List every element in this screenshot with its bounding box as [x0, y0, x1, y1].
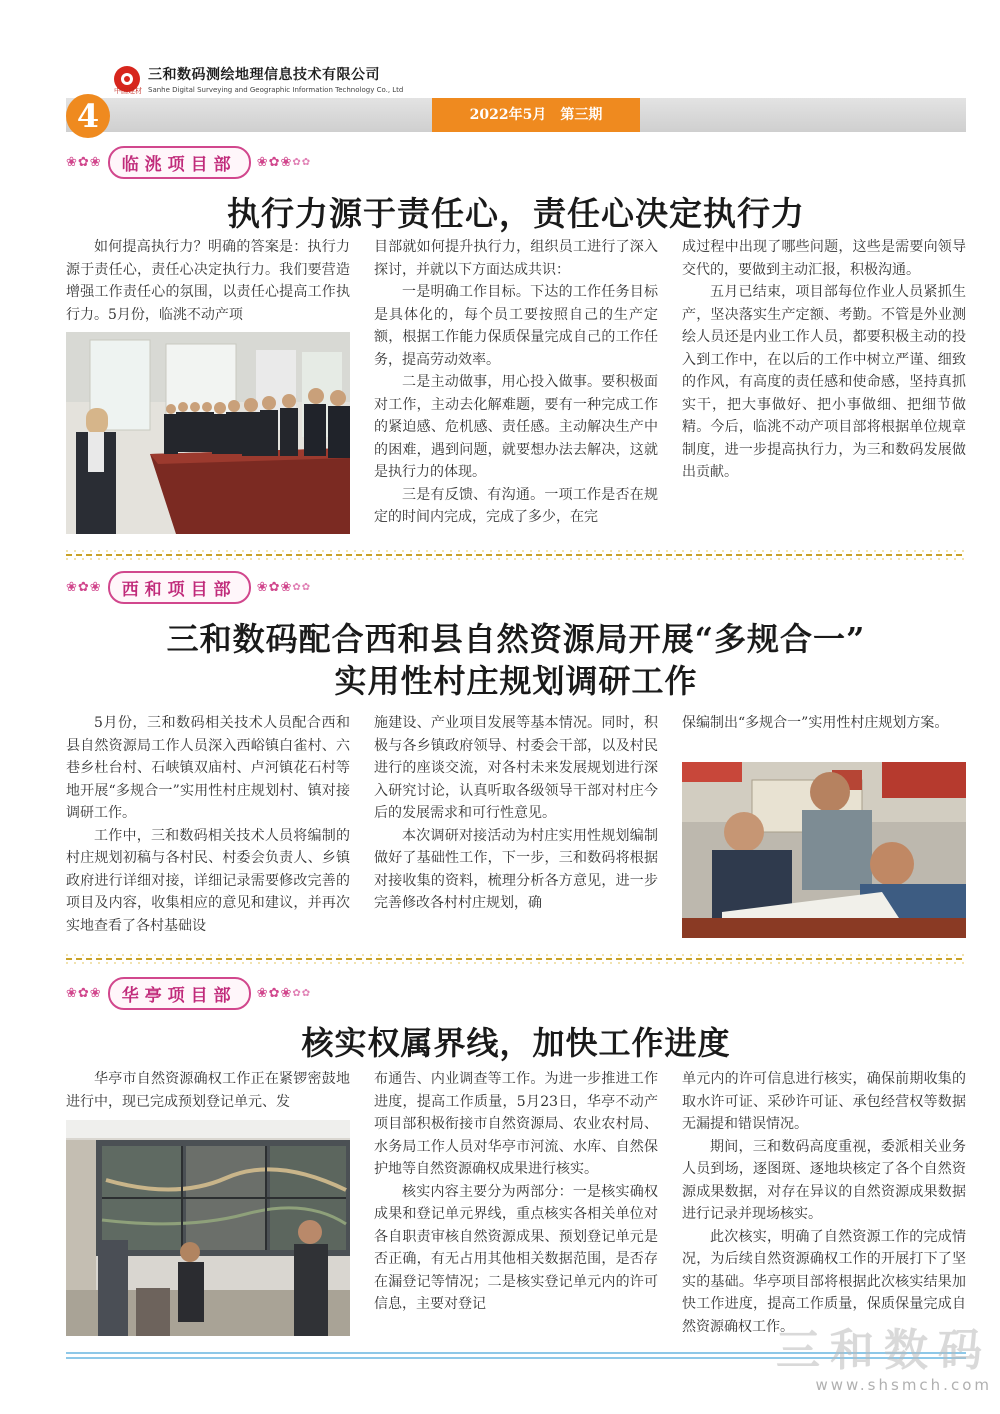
flower-ornament-icon: ✿✿	[292, 987, 312, 999]
article-3-column-2	[374, 1068, 658, 1348]
flower-ornament-icon: ✿✿	[292, 581, 312, 593]
paragraph: 三是有反馈、有沟通。一项工作是否在规定的时间内完成，完成了多少，在完	[374, 486, 658, 525]
section-divider	[66, 548, 966, 562]
article-3-column-3	[682, 1068, 966, 1348]
headline-section-2-line-1: 三和数码配合西和县自然资源局开展“多规合一”	[166, 620, 866, 658]
article-1-column-1	[66, 236, 350, 328]
paragraph: 如何提高执行力？明确的答案是：执行力源于责任心，责任心决定执行力。我们要营造增强工作责任心的氛围，以责任心提高工作执行力。5月份，临洮不动产项	[66, 239, 350, 323]
flower-ornament-icon: ❀✿❀	[66, 579, 102, 595]
paragraph: 二是主动做事，用心投入做事。要积极面对工作，主动去化解难题，要有一种完成工作的紧迫感、危机感、责任感。主动解决生产中的困难，遇到问题，就要想办法去解决，这就是执行力的体现。	[374, 374, 658, 480]
paragraph: 一是明确工作目标。下达的工作任务目标是具体化的，每个员工要按照自己的生产定额，根据工作能力保质保量完成自己的工作任务，提高劳动效率。	[374, 284, 658, 368]
section-tag-label: 华亭项目部	[108, 977, 251, 1010]
paragraph: 华亭市自然资源确权工作正在紧锣密鼓地进行中，现已完成预划登记单元、发	[66, 1071, 350, 1110]
section-tag-label: 西和项目部	[108, 571, 251, 604]
logo-subtitle: 中国建材	[114, 87, 142, 95]
article-2-column-3	[682, 712, 966, 760]
paragraph: 五月已结束，项目部每位作业人员紧抓生产，坚决落实生产定额、考勤。不管是外业测绘人员还是内业工作人员，都要积极主动的投入到工作中，在以后的工作中树立严谨、细致的作风，有高度的责任感和使命感，坚持真抓实干，把大事做好、把小事做细、把细节做精。今后，临洮不动产项目部将根据单位规章制度，进一步提高执行力，为三和数码发展做出贡献。	[682, 284, 966, 480]
flower-ornament-icon: ❀✿❀	[66, 154, 102, 170]
flower-ornament-icon: ❀✿❀	[256, 579, 293, 595]
article-3-column-1	[66, 1068, 350, 1116]
headline-section-1: 执行力源于责任心，责任心决定执行力	[227, 194, 805, 233]
paragraph: 成过程中出现了哪些问题，这些是需要向领导交代的，要做到主动汇报，积极沟通。	[682, 239, 966, 278]
section-tag-label: 临洮项目部	[108, 146, 251, 179]
headline-section-3: 核实权属界线，加快工作进度	[301, 1024, 731, 1062]
flower-ornament-icon: ❀✿❀	[256, 154, 293, 170]
paragraph: 工作中，三和数码相关技术人员将编制的村庄规划初稿与各村民、村委会负责人、乡镇政府进行详细对接，详细记录需要修改完善的项目及内容，收集相应的意见和建议，并再次实地查看了各村基础设	[66, 827, 350, 934]
paragraph: 单元内的许可信息进行核实，确保前期收集的取水许可证、采砂许可证、承包经营权等数据无漏提和错误情况。	[682, 1071, 966, 1132]
article-1-column-3	[682, 236, 966, 536]
paragraph: 施建设、产业项目发展等基本情况。同时，积极与各乡镇政府领导、村委会干部，以及村民进行的座谈交流，对各村未来发展规划进行深入研究讨论，认真听取各级领导干部对村庄今后的发展需求和可行性意见。	[374, 715, 658, 821]
paragraph: 期间，三和数码高度重视，委派相关业务人员到场，逐图斑、逐地块核定了各个自然资源成果数据，对存在异议的自然资源成果数据进行记录并现场核实。	[682, 1138, 966, 1222]
section-divider	[66, 952, 966, 966]
article-2-column-1	[66, 712, 350, 940]
paragraph: 5月份，三和数码相关技术人员配合西和县自然资源局工作人员深入西峪镇白雀村、六巷乡杜台村、石峡镇双庙村、卢河镇花石村等地开展“多规合一”实用性村庄规划村、镇对接调研工作。	[66, 715, 350, 821]
flower-ornament-icon: ✿✿	[292, 156, 312, 168]
issue-label: 2022年5月 第三期	[432, 98, 640, 132]
paragraph: 此次核实，明确了自然资源工作的完成情况，为后续自然资源确权工作的开展打下了坚实的基础。华亭项目部将根据此次核实结果加快工作进度，提高工作质量，保质保量完成自然资源确权工作。	[682, 1228, 966, 1335]
company-name-block	[148, 64, 403, 94]
company-name-cn: 三和数码测绘地理信息技术有限公司	[148, 67, 380, 83]
article-1-column-2	[374, 236, 658, 536]
photo-data-verification	[66, 1120, 350, 1336]
section-tag-lintao	[66, 145, 311, 179]
photo-village-discussion	[682, 762, 966, 938]
headline-section-2-line-2: 实用性村庄规划调研工作	[334, 662, 698, 700]
paragraph: 布通告、内业调查等工作。为进一步推进工作进度，提高工作质量，5月23日，华亭不动产项目部积极衔接市自然资源局、农业农村局、水务局工作人员对华亭市河流、水库、自然保护地等自然资源确权成果进行核实。	[374, 1071, 658, 1177]
section-tag-xihe	[66, 570, 311, 604]
paragraph: 保编制出“多规合一”实用性村庄规划方案。	[682, 715, 949, 731]
watermark-text: 三和数码	[776, 1325, 992, 1376]
company-name-en: Sanhe Digital Surveying and Geographic Information Technology Co., Ltd	[148, 86, 404, 94]
watermark-url: www.shsmch.com	[815, 1376, 992, 1394]
flower-ornament-icon: ❀✿❀	[256, 985, 293, 1001]
company-logo	[114, 64, 403, 94]
paragraph: 核实内容主要分为两部分：一是核实确权成果和登记单元界线，重点核实各相关单位对各自职责审核自然资源成果、预划登记单元是否正确，有无占用其他相关数据范围，是否存在漏登记等情况；二是核实登记单元内的许可信息，主要对登记	[374, 1183, 658, 1312]
photo-staff-meeting	[66, 332, 350, 534]
paragraph: 目部就如何提升执行力，组织员工进行了深入探讨，并就以下方面达成共识：	[374, 239, 658, 278]
paragraph: 本次调研对接活动为村庄实用性规划编制做好了基础性工作，下一步，三和数码将根据对接收集的资料，梳理分析各方意见，进一步完善修改各村村庄规划，确	[374, 827, 658, 911]
section-tag-huating	[66, 976, 311, 1010]
page-number: 4	[66, 94, 110, 138]
watermark	[760, 1326, 992, 1394]
flower-ornament-icon: ❀✿❀	[66, 985, 102, 1001]
article-2-column-2	[374, 712, 658, 940]
